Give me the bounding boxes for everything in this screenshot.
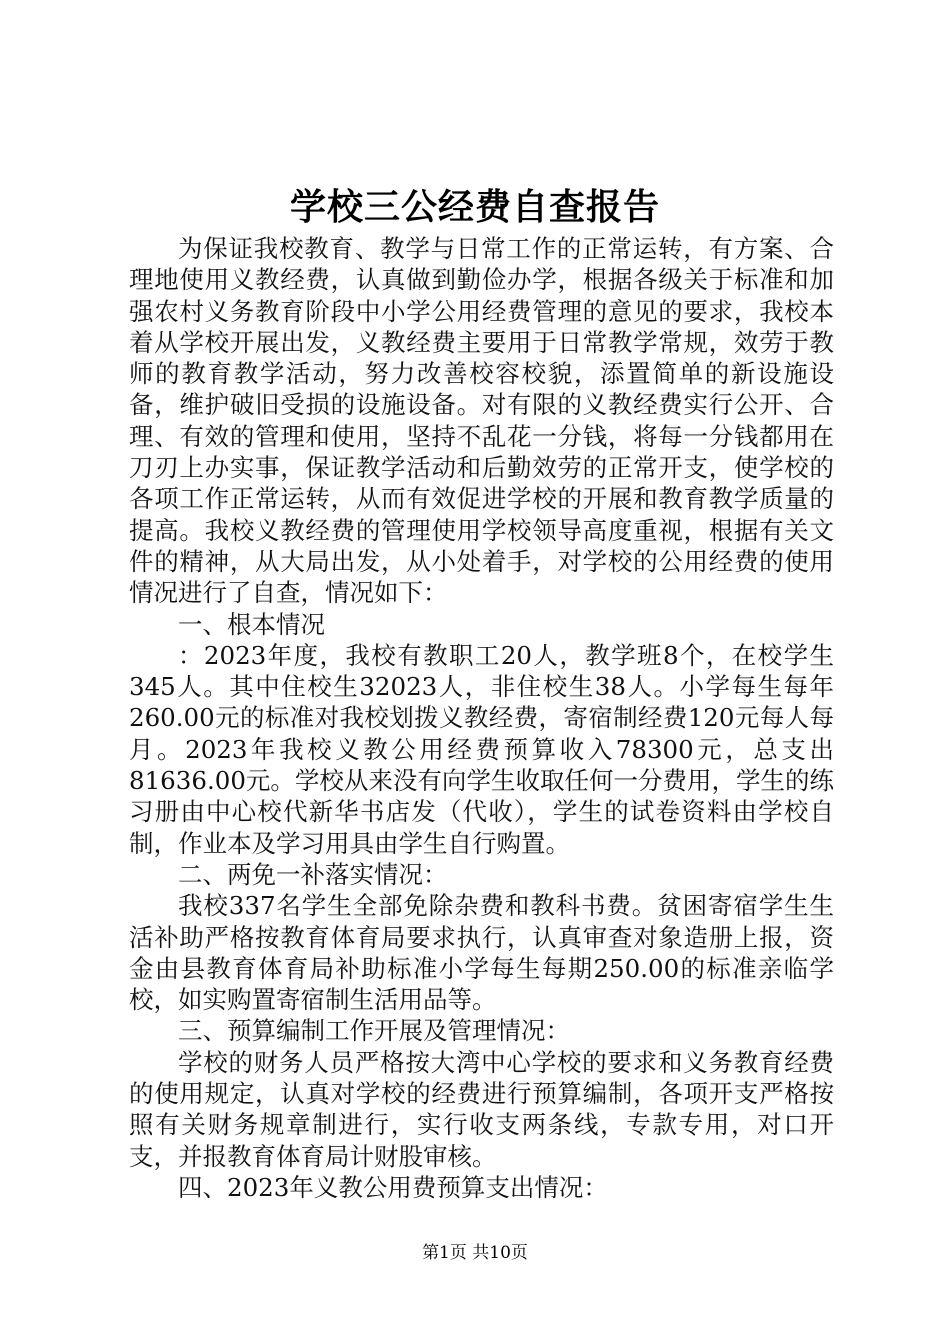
two-exemptions-paragraph: 我校337名学生全部免除杂费和教科书费。贫困寄宿学生生活补助严格按教育体育局要求执行，认真审查对象造册上报，资金由县教育体育局补助标准小学每生每期250.00的标准亲临学校，如实购置寄宿制生活用品等。 (129, 891, 834, 1015)
section-heading-two-exemptions: 二、两免一补落实情况： (178, 859, 448, 889)
page-number-footer: 第1页 共10页 (422, 1243, 528, 1263)
document-title: 学校三公经费自查报告 (289, 186, 660, 228)
document-body (129, 233, 834, 1203)
budget-management-paragraph: 学校的财务人员严格按大湾中心学校的要求和义务教育经费的使用规定，认真对学校的经费进行预算编制，各项开支严格按照有关财务规章制进行，实行收支两条线，专款专用，对口开支，并报教育体育局计财股审核。 (129, 1047, 834, 1171)
intro-paragraph: 为保证我校教育、教学与日常工作的正常运转，有方案、合理地使用义教经费，认真做到勤俭办学，根据各级关于标准和加强农村义务教育阶段中小学公用经费管理的意见的要求，我校本着从学校开展出发，义教经费主要用于日常教学常规，效劳于教师的教育教学活动，努力改善校容校貌，添置简单的新设施设备，维护破旧受损的设施设备。对有限的义教经费实行公开、合理、有效的管理和使用，坚持不乱花一分钱，将每一分钱都用在刀刃上办实事，保证教学活动和后勤效劳的正常开支，使学校的各项工作正常运转，从而有效促进学校的开展和教育教学质量的提高。我校义教经费的管理使用学校领导高度重视，根据有关文件的精神，从大局出发，从小处着手，对学校的公用经费的使用情况进行了自查，情况如下： (129, 234, 834, 608)
section-heading-budget-expenditure: 四、2023年义教公用费预算支出情况： (178, 1172, 608, 1202)
basic-situation-paragraph: ：2023年度，我校有教职工20人，教学班8个，在校学生345人。其中住校生32023人，非住校生38人。小学每生每年260.00元的标准对我校划拨义教经费，寄宿制经费120元每人每月。2023年我校义教公用经费预算收入78300元，总支出81636.00元。学校从来没有向学生收取任何一分费用，学生的练习册由中心校代新华书店发（代收），学生的试卷资料由学校自制，作业本及学习用具由学生自行购置。 (129, 640, 834, 858)
section-heading-budget-management: 三、预算编制工作开展及管理情况： (178, 1016, 570, 1046)
section-heading-basic-situation: 一、根本情况 (178, 609, 325, 639)
